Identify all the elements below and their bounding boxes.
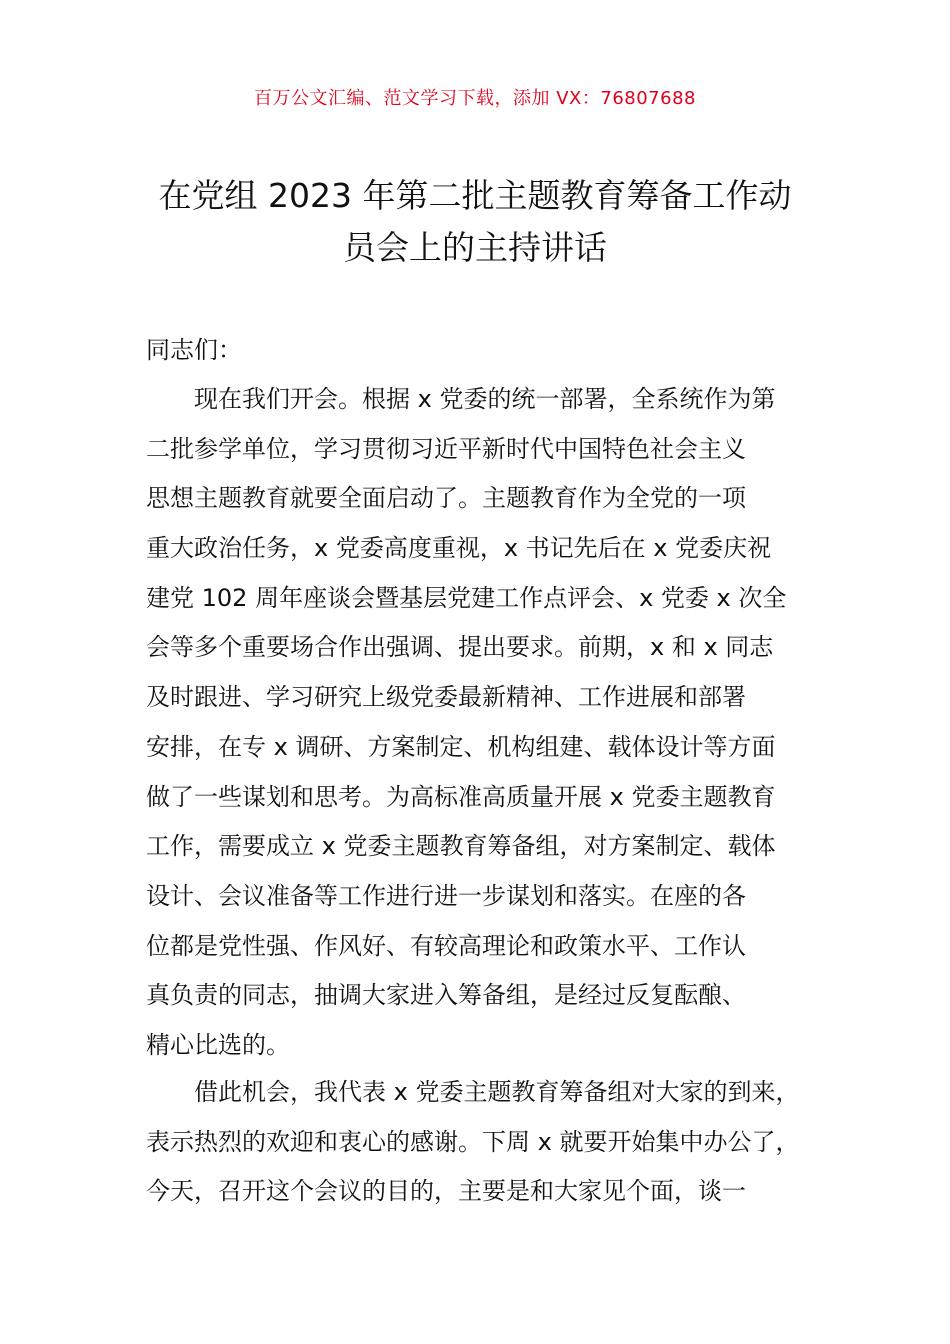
paragraph-line: 做了一些谋划和思考。为高标准高质量开展 x 党委主题教育 [146,782,776,811]
paragraph-line: 真负责的同志，抽调大家进入筹备组，是经过反复酝酿、 [146,981,746,1010]
paragraph-2 [146,1068,816,1217]
paragraph-line: 工作，需要成立 x 党委主题教育筹备组，对方案制定、载体 [146,832,776,861]
paragraph-line: 设计、会议准备等工作进行进一步谋划和落实。在座的各 [146,881,746,910]
paragraph-line: 思想主题教育就要全面启动了。主题教育作为全党的一项 [146,484,746,513]
paragraph-line: 精心比选的。 [146,1030,290,1059]
title-line-2: 员会上的主持讲话 [343,228,607,267]
paragraph-line: 重大政治任务，x 党委高度重视，x 书记先后在 x 党委庆祝 [146,534,772,563]
paragraph-line: 二批参学单位，学习贯彻习近平新时代中国特色社会主义 [146,434,746,463]
salutation: 同志们： [146,336,242,364]
document-title [130,170,820,274]
paragraph-line: 位都是党性强、作风好、有较高理论和政策水平、工作认 [146,931,746,960]
paragraph-line: 会等多个重要场合作出强调、提出要求。前期，x 和 x 同志 [146,633,774,662]
promo-banner: 百万公文汇编、范文学习下载，添加 VX：76807688 [254,88,696,109]
paragraph-line: 及时跟进、学习研究上级党委最新精神、工作进展和部署 [146,683,746,712]
paragraph-line: 今天，召开这个会议的目的，主要是和大家见个面，谈一 [146,1177,746,1206]
paragraph-line: 建党 102 周年座谈会暨基层党建工作点评会、x 党委 x 次全 [146,583,787,612]
paragraph-line: 现在我们开会。根据 x 党委的统一部署，全系统作为第 [194,385,776,413]
paragraph-1 [146,375,816,1071]
title-line-1: 在党组 2023 年第二批主题教育筹备工作动 [158,176,792,215]
paragraph-line: 借此机会，我代表 x 党委主题教育筹备组对大家的到来， [194,1078,800,1106]
paragraph-line: 安排，在专 x 调研、方案制定、机构组建、载体设计等方面 [146,732,776,761]
paragraph-line: 表示热烈的欢迎和衷心的感谢。下周 x 就要开始集中办公了， [146,1127,800,1156]
